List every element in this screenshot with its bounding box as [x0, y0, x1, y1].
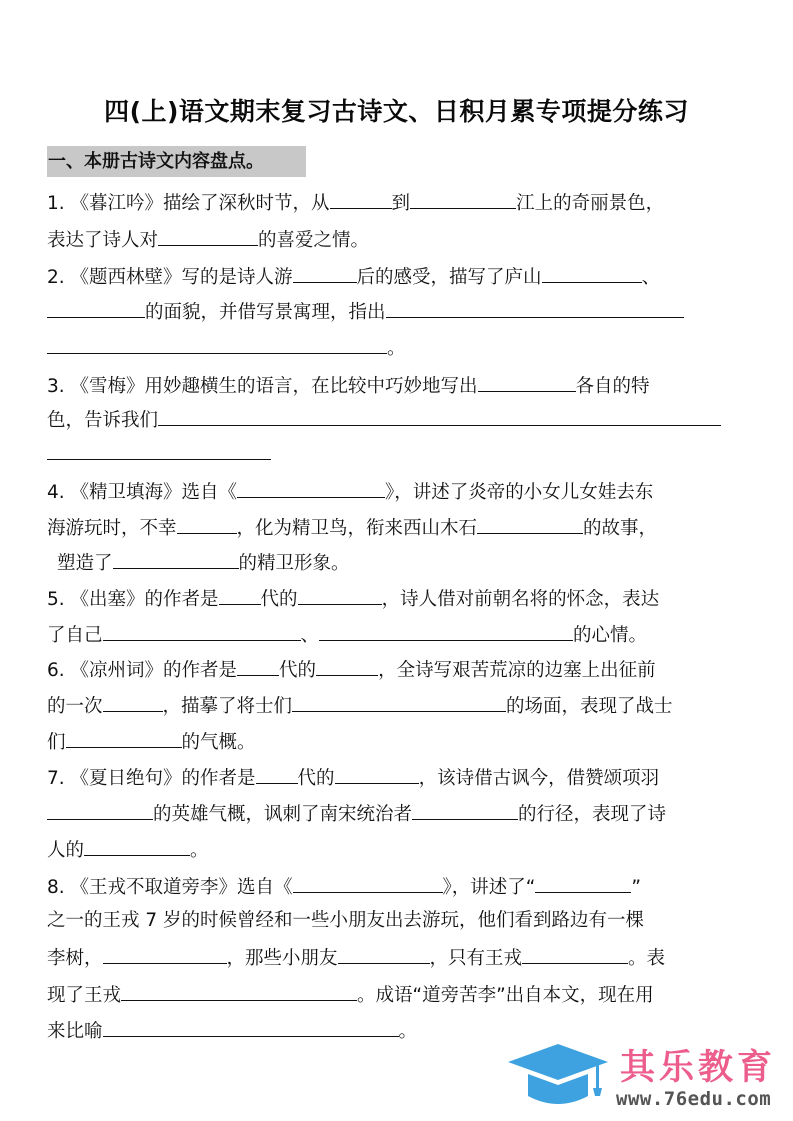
text: 、 [300, 625, 320, 646]
text: 来比喻 [47, 1021, 103, 1042]
text: 塑造了 [57, 553, 113, 574]
blank[interactable] [47, 334, 387, 354]
blank[interactable] [47, 298, 145, 318]
text: 代的 [297, 768, 335, 789]
text: 的喜爱之情。 [258, 230, 370, 251]
text: ，化为精卫鸟，衔来西山木石 [236, 518, 478, 539]
blank[interactable] [256, 764, 298, 784]
text: 4. 《精卫填海》选自《 [47, 482, 238, 503]
text: ，那些小朋友 [226, 948, 338, 969]
text: 各自的特 [575, 376, 650, 397]
blank[interactable] [293, 873, 443, 893]
blank[interactable] [47, 800, 153, 820]
question-8-line-5 [47, 1017, 417, 1041]
text: 1. 《暮江吟》描绘了深秋时节，从 [47, 193, 330, 214]
text: 的精卫形象。 [238, 553, 350, 574]
blank[interactable] [316, 656, 378, 676]
answer-line[interactable] [47, 459, 271, 460]
text: 》，讲述了炎帝的小女儿女娃去东 [385, 482, 654, 503]
text: 人的 [47, 840, 85, 861]
blank[interactable] [113, 549, 239, 569]
text: 的英雄气概，讽刺了南宋统治者 [153, 804, 413, 825]
question-7-line-3 [47, 836, 209, 860]
text: 的场面，表现了战士 [506, 696, 673, 717]
blank[interactable] [219, 585, 261, 605]
text: ，该诗借古讽今，借赞颂项羽 [418, 768, 660, 789]
text: 后的感受，描写了庐山 [356, 267, 542, 288]
text: 到 [391, 193, 411, 214]
text: 代的 [260, 589, 298, 610]
blank[interactable] [103, 1017, 399, 1037]
blank[interactable] [298, 585, 382, 605]
page-title: 四(上)语文期末复习古诗文、日积月累专项提分练习 [104, 97, 689, 126]
question-8-line-1 [47, 873, 641, 897]
blank[interactable] [293, 263, 357, 283]
question-7-line-1 [47, 764, 659, 788]
text: ，只有王戎 [429, 948, 523, 969]
blank[interactable] [84, 836, 190, 856]
blank[interactable] [330, 189, 392, 209]
question-2-line-1 [47, 263, 660, 287]
text: 、 [641, 267, 661, 288]
blank[interactable] [338, 944, 430, 964]
blank[interactable] [477, 514, 583, 534]
text: 的面貌，并借写景寓理，指出 [145, 302, 386, 323]
question-3-line-1 [47, 372, 650, 396]
question-6-line-3 [47, 728, 256, 752]
question-1-line-2 [47, 226, 369, 250]
text: 海游玩时，不幸 [47, 518, 177, 539]
blank[interactable] [542, 263, 642, 283]
text: 色，告诉我们 [47, 410, 159, 431]
blank[interactable] [103, 692, 163, 712]
question-7-line-2 [47, 800, 666, 824]
question-6-line-1 [47, 656, 656, 680]
text: 5. 《出塞》的作者是 [47, 589, 219, 610]
question-4-line-2 [47, 514, 657, 538]
text: 的一次 [47, 696, 103, 717]
text: 表达了诗人对 [47, 230, 159, 251]
blank[interactable] [158, 406, 721, 426]
blank[interactable] [319, 621, 573, 641]
text: 们 [47, 732, 66, 753]
blank[interactable] [103, 944, 227, 964]
text: 的行径，表现了诗 [518, 804, 667, 825]
text: 》，讲述了“ [442, 877, 536, 898]
text: 了自己 [47, 625, 103, 646]
question-6-line-2 [47, 692, 673, 716]
text: 李树， [47, 948, 103, 969]
text: 的心情。 [573, 625, 648, 646]
text: 。 [398, 1021, 418, 1042]
question-8-line-3 [47, 944, 665, 968]
text: 。成语“道旁苦李”出自本文，现在用 [357, 985, 654, 1006]
text: 3. 《雪梅》用妙趣横生的语言，在比较中巧妙地写出 [47, 376, 478, 397]
blank[interactable] [103, 621, 301, 641]
text: ，全诗写艰苦荒凉的边塞上出征前 [378, 660, 656, 681]
question-4-line-1 [47, 478, 653, 502]
watermark-logo [508, 1040, 788, 1116]
text: ，描摹了将士们 [162, 696, 293, 717]
brand-name: 其乐教育 [620, 1048, 777, 1088]
text: ，诗人借对前朝名将的怀念，表达 [381, 589, 660, 610]
text: 7. 《夏日绝句》的作者是 [47, 768, 256, 789]
question-5-line-1 [47, 585, 659, 609]
text: 现了王戎 [47, 985, 122, 1006]
text: 6. 《凉州词》的作者是 [47, 660, 238, 681]
blank[interactable] [177, 514, 237, 534]
text: 江上的奇丽景色， [516, 193, 665, 214]
text: 的气概。 [181, 732, 256, 753]
blank[interactable] [292, 692, 506, 712]
blank[interactable] [535, 873, 631, 893]
question-1-line-1 [47, 189, 664, 213]
question-2-line-2 [47, 298, 684, 322]
section-heading: 一、本册古诗文内容盘点。 [47, 146, 306, 177]
blank[interactable] [522, 944, 628, 964]
graduation-cap-icon [508, 1044, 608, 1110]
question-8-line-2 [47, 909, 644, 933]
brand-url: www.76edu.com [616, 1088, 772, 1110]
blank[interactable] [66, 728, 182, 748]
text: 的故事， [583, 518, 658, 539]
text: 。表 [628, 948, 666, 969]
blank[interactable] [158, 226, 258, 246]
text: 8. 《王戎不取道旁李》选自《 [47, 877, 293, 898]
question-2-line-3 [47, 334, 406, 358]
question-8-line-4 [47, 981, 654, 1005]
blank[interactable] [412, 800, 518, 820]
blank[interactable] [237, 656, 279, 676]
text: ” [631, 877, 641, 898]
text: 2. 《题西林壁》写的是诗人游 [47, 267, 293, 288]
question-4-line-3 [57, 549, 350, 573]
text: 代的 [279, 660, 317, 681]
text: 。 [387, 338, 406, 359]
blank[interactable] [478, 372, 576, 392]
blank[interactable] [121, 981, 357, 1001]
blank[interactable] [410, 189, 516, 209]
text: 。 [190, 840, 209, 861]
text: 之一的王戎 7 岁的时候曾经和一些小朋友出去游玩，他们看到路边有一棵 [47, 910, 645, 931]
blank[interactable] [335, 764, 419, 784]
question-5-line-2 [47, 621, 647, 645]
blank[interactable] [237, 478, 385, 498]
question-3-line-2 [47, 406, 721, 430]
blank[interactable] [386, 298, 684, 318]
